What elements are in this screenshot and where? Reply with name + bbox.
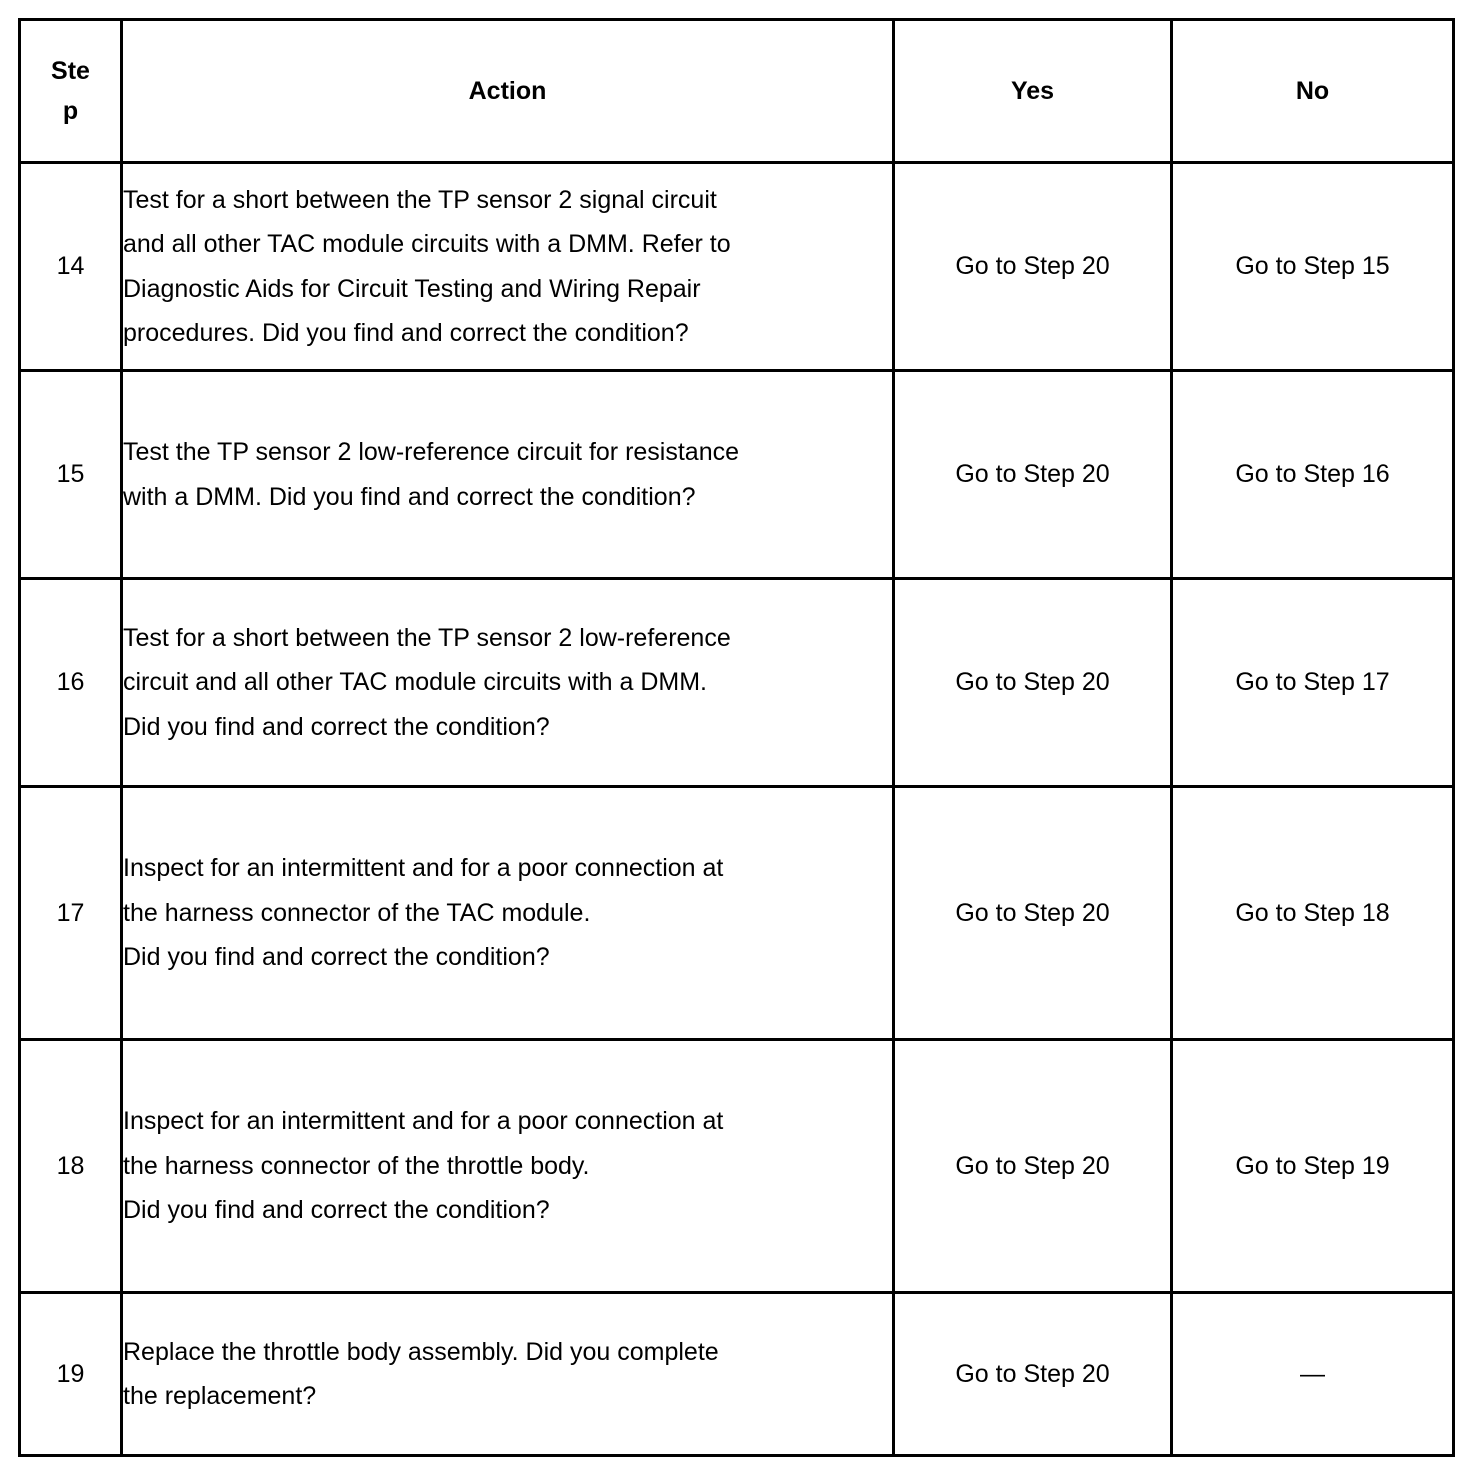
action-line: Replace the throttle body assembly. Did you complete	[123, 1337, 719, 1366]
no-result: Go to Step 16	[1172, 371, 1454, 579]
step-number: 18	[20, 1040, 122, 1293]
step-number: 19	[20, 1293, 122, 1456]
no-result: —	[1172, 1293, 1454, 1456]
action-line: circuit and all other TAC module circuits with a DMM.	[123, 668, 707, 697]
header-action: Action	[122, 20, 894, 163]
no-result: Go to Step 17	[1172, 579, 1454, 787]
table-row	[20, 1293, 1454, 1456]
yes-result: Go to Step 20	[894, 163, 1172, 371]
no-result: Go to Step 19	[1172, 1040, 1454, 1293]
header-yes: Yes	[894, 20, 1172, 163]
action-line: the harness connector of the TAC module.	[123, 898, 591, 927]
yes-result: Go to Step 20	[894, 1040, 1172, 1293]
action-text	[122, 1040, 894, 1293]
action-line: Test for a short between the TP sensor 2 signal circuit	[123, 185, 717, 214]
yes-result: Go to Step 20	[894, 371, 1172, 579]
step-number: 16	[20, 579, 122, 787]
no-result: Go to Step 18	[1172, 787, 1454, 1040]
step-number: 17	[20, 787, 122, 1040]
yes-result: Go to Step 20	[894, 579, 1172, 787]
action-line: Did you find and correct the condition?	[123, 1196, 550, 1225]
action-line: Test the TP sensor 2 low-reference circuit for resistance	[123, 438, 740, 466]
action-text	[122, 163, 894, 371]
action-line: and all other TAC module circuits with a DMM. Refer to	[123, 230, 731, 258]
table-row	[20, 579, 1454, 787]
action-line: with a DMM. Did you find and correct the condition?	[123, 482, 696, 511]
table-row	[20, 787, 1454, 1040]
yes-result: Go to Step 20	[894, 1293, 1172, 1456]
action-text	[122, 1293, 894, 1456]
action-line: the replacement?	[123, 1382, 317, 1410]
action-line: Inspect for an intermittent and for a poor connection at	[123, 1107, 724, 1136]
no-result: Go to Step 15	[1172, 163, 1454, 371]
yes-result: Go to Step 20	[894, 787, 1172, 1040]
table-row	[20, 1040, 1454, 1293]
action-line: Diagnostic Aids for Circuit Testing and Wiring Repair	[123, 274, 701, 303]
action-text	[122, 371, 894, 579]
action-line: Did you find and correct the condition?	[123, 943, 550, 972]
step-number: 15	[20, 371, 122, 579]
header-row	[20, 20, 1454, 163]
header-step: Step	[20, 20, 122, 163]
table-row	[20, 371, 1454, 579]
step-number: 14	[20, 163, 122, 371]
action-text	[122, 579, 894, 787]
diagnostic-table	[18, 18, 1455, 1457]
action-line: the harness connector of the throttle body.	[123, 1151, 590, 1180]
action-line: Did you find and correct the condition?	[123, 712, 550, 741]
table-row	[20, 163, 1454, 371]
action-text	[122, 787, 894, 1040]
action-line: Inspect for an intermittent and for a poor connection at	[123, 854, 724, 883]
action-line: procedures. Did you find and correct the condition?	[123, 319, 689, 347]
action-line: Test for a short between the TP sensor 2 low-reference	[123, 623, 731, 652]
header-no: No	[1172, 20, 1454, 163]
